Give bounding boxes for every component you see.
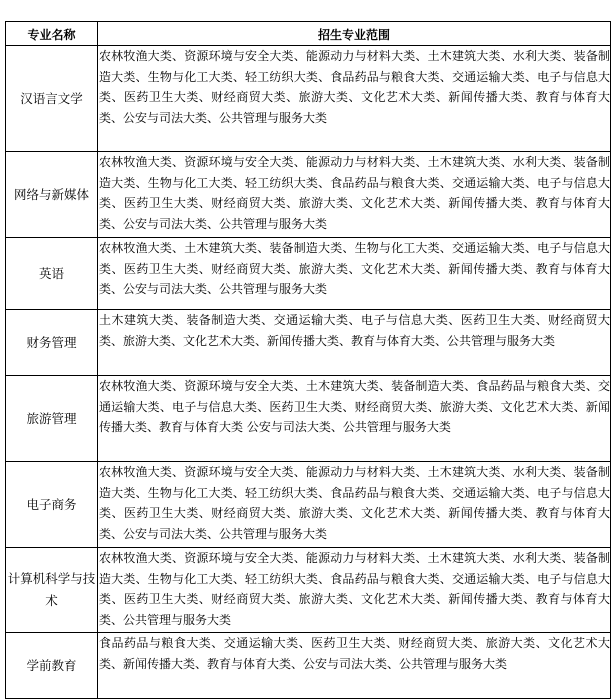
major-name-cell: 英语 [6, 238, 98, 310]
major-name-cell: 财务管理 [6, 310, 98, 376]
major-name-cell: 旅游管理 [6, 376, 98, 462]
table-row [6, 376, 611, 462]
header-major-name: 专业名称 [6, 22, 98, 46]
scope-cell: 农林牧渔大类、资源环境与安全大类、能源动力与材料大类、土木建筑大类、水利大类、装备制造大类、生物与化工大类、轻工纺织大类、食品药品与粮食大类、交通运输大类、电子与信息大类、医药卫生大类、财经商贸大类、旅游大类、文化艺术大类、新闻传播大类、教育与体育大类、公安与司法大类、公共管理与服务大类 [98, 152, 611, 238]
major-name-cell: 计算机科学与技术 [6, 548, 98, 633]
table-row [6, 152, 611, 238]
major-name-cell: 学前教育 [6, 633, 98, 699]
major-name-cell: 汉语言文学 [6, 46, 98, 152]
major-name-cell: 网络与新媒体 [6, 152, 98, 238]
scope-cell: 农林牧渔大类、资源环境与安全大类、能源动力与材料大类、土木建筑大类、水利大类、装备制造大类、生物与化工大类、轻工纺织大类、食品药品与粮食大类、交通运输大类、电子与信息大类、医药卫生大类、财经商贸大类、旅游大类、文化艺术大类、新闻传播大类、教育与体育大类、公安与司法大类、公共管理与服务大类 [98, 46, 611, 152]
scope-cell: 农林牧渔大类、资源环境与安全大类、能源动力与材料大类、土木建筑大类、水利大类、装备制造大类、生物与化工大类、轻工纺织大类、食品药品与粮食大类、交通运输大类、电子与信息大类、医药卫生大类、财经商贸大类、旅游大类、文化艺术大类、新闻传播大类、教育与体育大类、公共管理与服务大类 [98, 548, 611, 633]
table-row [6, 238, 611, 310]
scope-cell: 农林牧渔大类、资源环境与安全大类、能源动力与材料大类、土木建筑大类、水利大类、装备制造大类、生物与化工大类、轻工纺织大类、食品药品与粮食大类、交通运输大类、电子与信息大类、医药卫生大类、财经商贸大类、旅游大类、文化艺术大类、新闻传播大类、教育与体育大类、公安与司法大类、公共管理与服务大类 [98, 462, 611, 548]
table-row [6, 46, 611, 152]
table-row [6, 310, 611, 376]
major-scope-table [5, 21, 611, 699]
major-name-cell: 电子商务 [6, 462, 98, 548]
scope-cell: 土木建筑大类、装备制造大类、交通运输大类、电子与信息大类、医药卫生大类、财经商贸大类、旅游大类、文化艺术大类、新闻传播大类、教育与体育大类、公共管理与服务大类 [98, 310, 611, 376]
table-row [6, 462, 611, 548]
scope-cell: 农林牧渔大类、资源环境与安全大类、土木建筑大类、装备制造大类、食品药品与粮食大类、交通运输大类、电子与信息大类、医药卫生大类、财经商贸大类、旅游大类、文化艺术大类、新闻传播大类、教育与体育大类 公安与司法大类、公共管理与服务大类 [98, 376, 611, 462]
table-row [6, 548, 611, 633]
table-header-row [6, 22, 611, 46]
scope-cell: 食品药品与粮食大类、交通运输大类、医药卫生大类、财经商贸大类、旅游大类、文化艺术大类、新闻传播大类、教育与体育大类、公安与司法大类、公共管理与服务大类 [98, 633, 611, 699]
scope-cell: 农林牧渔大类、土木建筑大类、装备制造大类、生物与化工大类、交通运输大类、电子与信息大类、医药卫生大类、财经商贸大类、旅游大类、文化艺术大类、新闻传播大类、教育与体育大类、公安与司法大类、公共管理与服务大类 [98, 238, 611, 310]
table-row [6, 633, 611, 699]
header-scope: 招生专业范围 [98, 22, 611, 46]
